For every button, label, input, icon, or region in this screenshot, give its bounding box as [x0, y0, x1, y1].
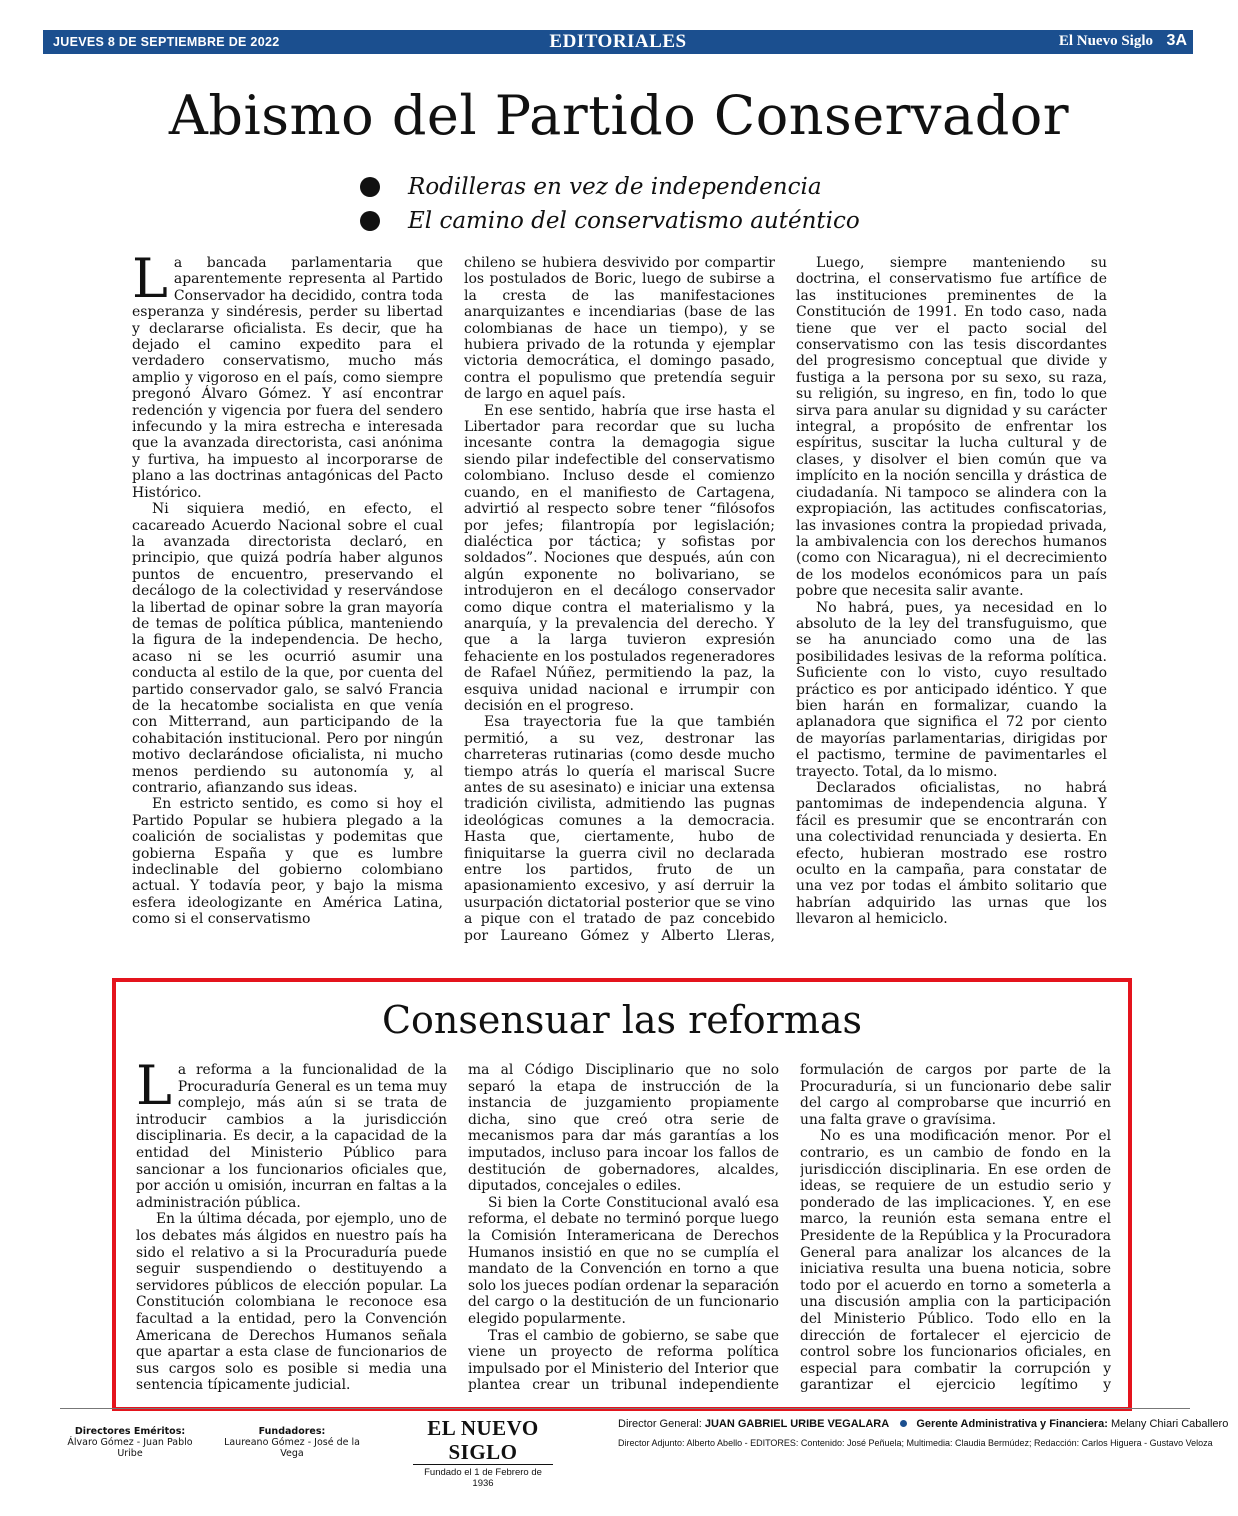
subhead-text: El camino del conservatismo auténtico: [408, 208, 860, 234]
subhead-2: [360, 204, 860, 238]
staff-line-1: [618, 1418, 1229, 1430]
footer-logo: [413, 1416, 553, 1489]
paragraph: [132, 255, 443, 501]
boxed-editorial-title: Consensuar las reformas: [381, 998, 863, 1042]
subhead-text: Rodilleras en vez de independencia: [408, 174, 822, 200]
founders-label: Fundadores:: [258, 1426, 326, 1437]
paragraph: ma al Código Disciplinario que no solo separó la etapa de instrucción de la instancia de juzgamiento propiamente dicha, sino que creó otra serie de mecanismos para dar más garantías a los imputados, incluso para incoar los fallos de destitución de gobernadores, alcaldes, diputados, concejales o ediles.: [468, 1062, 779, 1195]
issue-date: JUEVES 8 DE SEPTIEMBRE DE 2022: [53, 35, 280, 49]
paragraph: Declarados oficialistas, no habrá pantomimas de independencia alguna. Y fácil es presumir que se encontrarán con una colectividad renunciada y desierta. En efecto, hubieran mostrado ese rostro oculto en la campaña, para constatar de una vez por todas el ámbito solitario que habrían adquirido las urnas que los llevaron al hemiciclo.: [796, 780, 1107, 928]
boxed-editorial-body: [136, 1062, 1111, 1392]
separator-dot-icon: [900, 1420, 907, 1427]
paragraph: En estricto sentido, es como si hoy el Partido Popular se hubiera plegado a la coalición de socialistas y podemitas que gobierna España y que es lumbre indeclinable del gobierno colombiano actual. Y todavía peor, y bajo la misma esfera ideologizante en América Latina, como si el conservatismo: [132, 796, 443, 928]
paragraph-text: a bancada parlamentaria que aparentemente representa al Partido Conservador ha decidido, contra toda esperanza y sindéresis, perder su libertad y declararse oficialista. Es decir, que ha dejado el camino expedito para el verdadero conservatismo, mucho más amplio y vigoroso en el país, como siempre pregonó Álvaro Gómez. Y así encontrar redención y vigencia por fuera del sendero infecundo y la mira estrecha e interesada que la avanzada directorista, casi anónima y furtiva, ha impuesto al incorporarse de plano a las doctrinas antagónicas del Pacto Histórico.: [132, 255, 443, 501]
page-number: 3A: [1166, 32, 1187, 49]
bullet-icon: [360, 211, 380, 231]
newspaper-logo: EL NUEVO SIGLO: [413, 1416, 553, 1465]
header-bar: [43, 30, 1193, 54]
editorial-column-3: [796, 255, 1107, 945]
director-name: JUAN GABRIEL URIBE VEGALARA: [704, 1418, 890, 1430]
founders-names: Laureano Gómez - José de la Vega: [224, 1437, 360, 1459]
founded-date: Fundado el 1 de Febrero de 1936: [424, 1467, 542, 1489]
manager-name: Melany Chiari Caballero: [1110, 1418, 1229, 1430]
paragraph-text: a reforma a la funcionalidad de la Procuraduría General es un tema muy complejo, más aún si se trata de introducir cambios a la jurisdicción disciplinaria. Es decir, a la capacidad de la entidad del Ministerio Público para sancionar a los funcionarios oficiales que, por acción u omisión, incurran en faltas a la administración pública.: [136, 1062, 447, 1211]
paragraph: [136, 1062, 447, 1211]
editorial-column-2: [464, 255, 775, 945]
paragraph: chileno se hubiera desvivido por compartir los postulados de Boric, luego de subirse a la cresta de las manifestaciones anarquizantes e incendiarias (base de las colombianas de hace un tiempo), y se hubiera privado de la rotunda y ejemplar victoria democrática, el domingo pasado, contra el populismo que pretendía seguir de largo en aquel país.: [464, 255, 775, 403]
emeritus-names: Álvaro Gómez - Juan Pablo Uribe: [67, 1437, 193, 1459]
paragraph: En la última década, por ejemplo, uno de los debates más álgidos en nuestro país ha sido el relativo a si la Procuraduría puede seguir suspendiendo o destituyendo a servidores públicos de elección popular. La Constitución colombiana le reconoce esa facultad a la entidad, pero la Convención Americana de Derechos Humanos señala que apartar a esta clase de funcionarios de sus cargos solo es posible si media una sentencia típicamente judicial.: [136, 1211, 447, 1392]
paragraph: Si bien la Corte Constitucional avaló esa reforma, el debate no terminó porque luego la Comisión Interamericana de Derechos Humanos insistió en que no se cumplía el mandato de la Convención en torno a que solo los jueces podían ordenar la separación del cargo o la destitución de un funcionario elegido popularmente.: [468, 1194, 779, 1327]
boxed-editorial: [112, 978, 1132, 1411]
paragraph: No habrá, pues, ya necesidad en lo absoluto de la ley del transfuguismo, que se ha anunciado como una de las posibilidades lesivas de la reforma política. Suficiente con lo visto, cuyo resultado práctico es por anticipado idéntico. Y que bien harán en formalizar, cuando la aplanadora que significa el 72 por ciento de mayorías parlamentarias, dirigidas por el pactismo, termine de pavimentarles el trayecto. Total, da lo mismo.: [796, 599, 1107, 780]
director-label: Director General:: [618, 1418, 702, 1430]
paragraph: Ni siquiera medió, en efecto, el cacareado Acuerdo Nacional sobre el cual la avanzada directorista declaró, en principio, que quizá podría haber algunos puntos de encuentro, preservando el decálogo de la colectividad y reservándose la libertad de opinar sobre la gran mayoría de temas de política pública, manteniendo la figura de la independencia. De hecho, acaso ni se les ocurrió asumir una conducta al estilo de la que, por cuenta del partido conservador galo, se salvó Francia de la hecatombe socialista en que venía con Mitterrand, aun participando de la cohabitación institucional. Pero por ningún motivo declarándose oficialista, ni mucho menos perdiendo su autonomía y, al contrario, afianzando sus ideas.: [132, 501, 443, 796]
editorial-title: Abismo del Partido Conservador: [168, 84, 1070, 147]
subhead-1: [360, 170, 860, 204]
section-name: EDITORIALES: [549, 31, 687, 52]
paragraph: En ese sentido, habría que irse hasta el Libertador para recordar que su lucha incesante contra la demagogia sigue siendo pilar indefectible del conservatismo colombiano. Incluso desde el comienzo cuando, en el manifiesto de Cartagena, advirtió al respecto sobre tener “filósofos por jefes; filantropía por legislación; dialéctica por táctica; y sofistas por soldados”. Nociones que después, aún con algún exponente no bolivariano, se introdujeron en el decálogo conservador como dique contra el materialismo y la anarquía, y la prevalencia del derecho. Y que a la larga tuvieron expresión fehaciente en los postulados regeneradores de Rafael Núñez, permitiendo la paz, la esquiva unidad nacional e irrumpir con decisión en el progreso.: [464, 402, 775, 714]
paragraph: Tras el cambio de gobierno, se sabe que viene un proyecto de reforma política impulsado por el Ministerio del Interior que plantea crear un tribunal independiente: [468, 1327, 779, 1392]
editorial-column-1: [132, 255, 443, 945]
paragraph: No es una modificación menor. Por el contrario, es un cambio de fondo en la jurisdicción disciplinaria. En ese orden de ideas, se requiere de un estudio serio y ponderado de las implicaciones. Y, en ese marco, la reunión esta semana entre el Presidente de la República y la Procuradora General para analizar los alcances de la iniciativa resulta una buena noticia, sobre todo por el acuerdo en torno a someterla a una discusión amplia con la participación del Ministerio Público. Todo ello en la dirección de fortalecer el ejercicio de control sobre los funcionarios oficiales, en especial para combatir la corrupción y garantizar el ejercicio legítimo y: [800, 1128, 1111, 1392]
emeritus-directors: [60, 1426, 200, 1459]
editorial-subheads: [360, 170, 860, 238]
boxed-column-3: [800, 1062, 1111, 1392]
drop-cap: L: [136, 1062, 172, 1117]
editorial-body: [132, 255, 1107, 945]
drop-cap: L: [132, 255, 168, 310]
bullet-icon: [360, 177, 380, 197]
staff-credits: [618, 1418, 1229, 1448]
paragraph: Esa trayectoria fue la que también permitió, a su vez, destronar las charreteras rutinarias (como desde mucho tiempo atrás lo quería el mariscal Sucre antes de su asesinato) e iniciar una extensa tradición civilista, admitiendo las pugnas ideológicas comunes a la democracia. Hasta que, ciertamente, hubo de finiquitarse la guerra civil no declarada entre los partidos, fruto de un apasionamiento excesivo, y así derruir la usurpación dictatorial posterior que se vino a pique con el tratado de paz concebido por Laureano Gómez y Alberto Lleras,: [464, 714, 775, 944]
founders: [222, 1426, 362, 1459]
paragraph: formulación de cargos por parte de la Procuraduría, si un funcionario debe salir del cargo al comprobarse que incurrió en una falta grave o gravísima.: [800, 1062, 1111, 1128]
manager-label: Gerente Administrativa y Financiera:: [916, 1418, 1108, 1430]
staff-line-2: Director Adjunto: Alberto Abello - EDITORES: Contenido: José Peñuela; Multimedia: Claudia Bermúdez; Redacción: Carlos Higuera - Gustavo Veloza: [618, 1438, 1213, 1448]
boxed-column-2: [468, 1062, 779, 1392]
header-brand: El Nuevo Siglo: [1058, 33, 1153, 49]
emeritus-label: Directores Eméritos:: [74, 1426, 186, 1437]
paragraph: Luego, siempre manteniendo su doctrina, el conservatismo fue artífice de las instituciones preminentes de la Constitución de 1991. En todo caso, nada tiene que ver el pacto social del conservatismo con las tesis discordantes del progresismo conceptual que divide y fustiga a la persona por su sexo, su raza, su religión, su ingreso, en fin, todo lo que sirva para anular su dignidad y su carácter integral, a propósito de enfrentar los espíritus, suscitar la lucha cultural y de clases, y disolver el bien común que va implícito en la noción sencilla y drástica de ciudadanía. Ni tampoco se alindera con la expropiación, las actitudes confiscatorias, las invasiones contra la propiedad privada, la ambivalencia con los derechos humanos (como con Nicaragua), ni el decrecimiento de los modelos económicos para un país pobre que necesita salir avante.: [796, 255, 1107, 600]
footer-divider: [60, 1408, 1190, 1409]
boxed-column-1: [136, 1062, 447, 1392]
